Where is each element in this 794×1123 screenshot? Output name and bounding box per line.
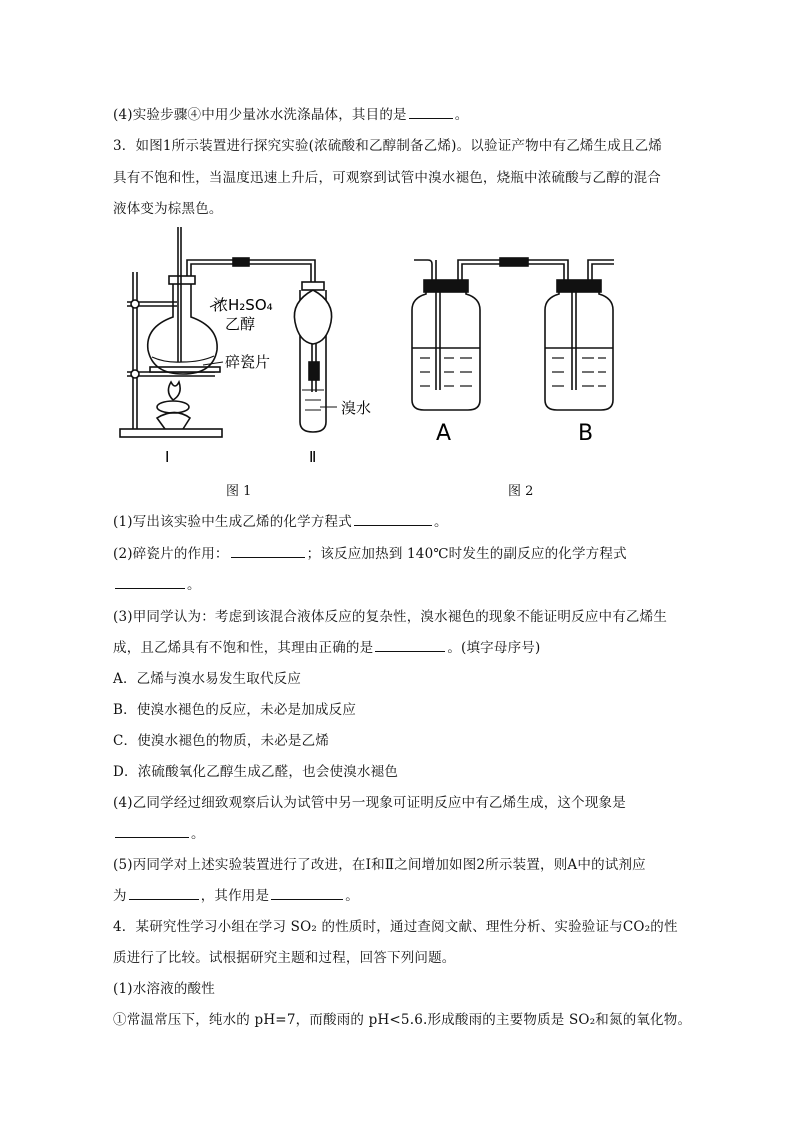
figure-2-wash-bottles	[400, 250, 630, 445]
text: 为	[113, 888, 127, 904]
question-4-step	[113, 103, 468, 123]
option-b: B．使溴水褪色的反应，未必是加成反应	[113, 702, 357, 718]
label-bottle-A: A	[436, 421, 452, 446]
answer-blank[interactable]	[354, 513, 432, 526]
problem-3-line-3: 液体变为棕黑色。	[113, 201, 223, 217]
text: 。	[433, 514, 448, 530]
answer-blank[interactable]	[231, 545, 305, 558]
question-2-cont	[113, 573, 201, 593]
problem-4-line-1: 4．某研究性学习小组在学习 SO₂ 的性质时，通过查阅文献、理性分析、实验验证与CO₂的性	[113, 919, 678, 935]
problem-3-line-1: 3．如图1所示装置进行探究实验(浓硫酸和乙醇制备乙烯)。以验证产物中有乙烯生成且乙烯	[113, 138, 663, 154]
problem-3-line-2: 具有不饱和性，当温度迅速上升后，可观察到试管中溴水褪色，烧瓶中浓硫酸与乙醇的混合	[113, 170, 661, 186]
figure-2-caption: 图 2	[508, 484, 534, 499]
option-d: D．浓硫酸氧化乙醇生成乙醛，也会使溴水褪色	[113, 764, 399, 780]
option-a: A．乙烯与溴水易发生取代反应	[113, 671, 302, 687]
problem-4-subheading: (1)水溶液的酸性	[113, 981, 215, 997]
label-porcelain-chips: 碎瓷片	[225, 353, 271, 371]
label-apparatus-II: Ⅱ	[309, 448, 317, 466]
text: 。	[454, 107, 469, 123]
option-c: C．使溴水褪色的物质，未必是乙烯	[113, 733, 330, 749]
answer-blank[interactable]	[129, 887, 199, 900]
figure-1-caption: 图 1	[226, 484, 252, 499]
question-5-line-2	[113, 884, 359, 904]
text: (1)写出该实验中生成乙烯的化学方程式	[113, 514, 352, 530]
label-bottle-B: B	[578, 421, 594, 446]
problem-4-item-1: ①常温常压下，纯水的 pH=7，而酸雨的 pH<5.6.形成酸雨的主要物质是 SO₂和氮的氧化物。	[113, 1012, 692, 1028]
question-2	[113, 542, 627, 562]
text: 。	[191, 826, 205, 842]
question-3-line-1: (3)甲同学认为：考虑到该混合液体反应的复杂性，溴水褪色的现象不能证明反应中有乙烯生	[113, 609, 668, 625]
question-4-line-1: (4)乙同学经过细致观察后认为试管中另一现象可证明反应中有乙烯生成，这个现象是	[113, 795, 626, 811]
text: ，其作用是	[200, 888, 270, 904]
text: 。	[187, 577, 201, 593]
problem-4-line-2: 质进行了比较。试根据研究主题和过程，回答下列问题。	[113, 950, 456, 966]
text: (4)实验步骤④中用少量冰水洗涤晶体，其目的是	[113, 107, 407, 123]
label-apparatus-I: Ⅰ	[165, 448, 170, 466]
text: (2)碎瓷片的作用：	[113, 546, 229, 562]
answer-blank[interactable]	[375, 639, 445, 652]
text: ；该反应加热到 140℃时发生的副反应的化学方程式	[306, 546, 627, 562]
text: 。	[345, 888, 359, 904]
question-4-line-2	[113, 822, 205, 842]
answer-blank[interactable]	[115, 825, 189, 838]
figure-1-apparatus	[115, 222, 372, 467]
label-ethanol: 乙醇	[225, 315, 256, 333]
label-bromine-water: 溴水	[341, 399, 372, 417]
question-3-line-2	[113, 636, 540, 656]
question-1	[113, 510, 448, 530]
text: 成，且乙烯具有不饱和性，其理由正确的是	[113, 640, 374, 656]
question-5-line-1: (5)丙同学对上述实验装置进行了改进，在Ⅰ和Ⅱ之间增加如图2所示装置，则A中的试剂应	[113, 857, 646, 873]
answer-blank[interactable]	[115, 576, 185, 589]
text: 。(填字母序号)	[447, 640, 541, 656]
answer-blank[interactable]	[409, 106, 453, 119]
answer-blank[interactable]	[271, 887, 343, 900]
label-conc-sulfuric-acid: 浓H₂SO₄	[213, 296, 273, 314]
